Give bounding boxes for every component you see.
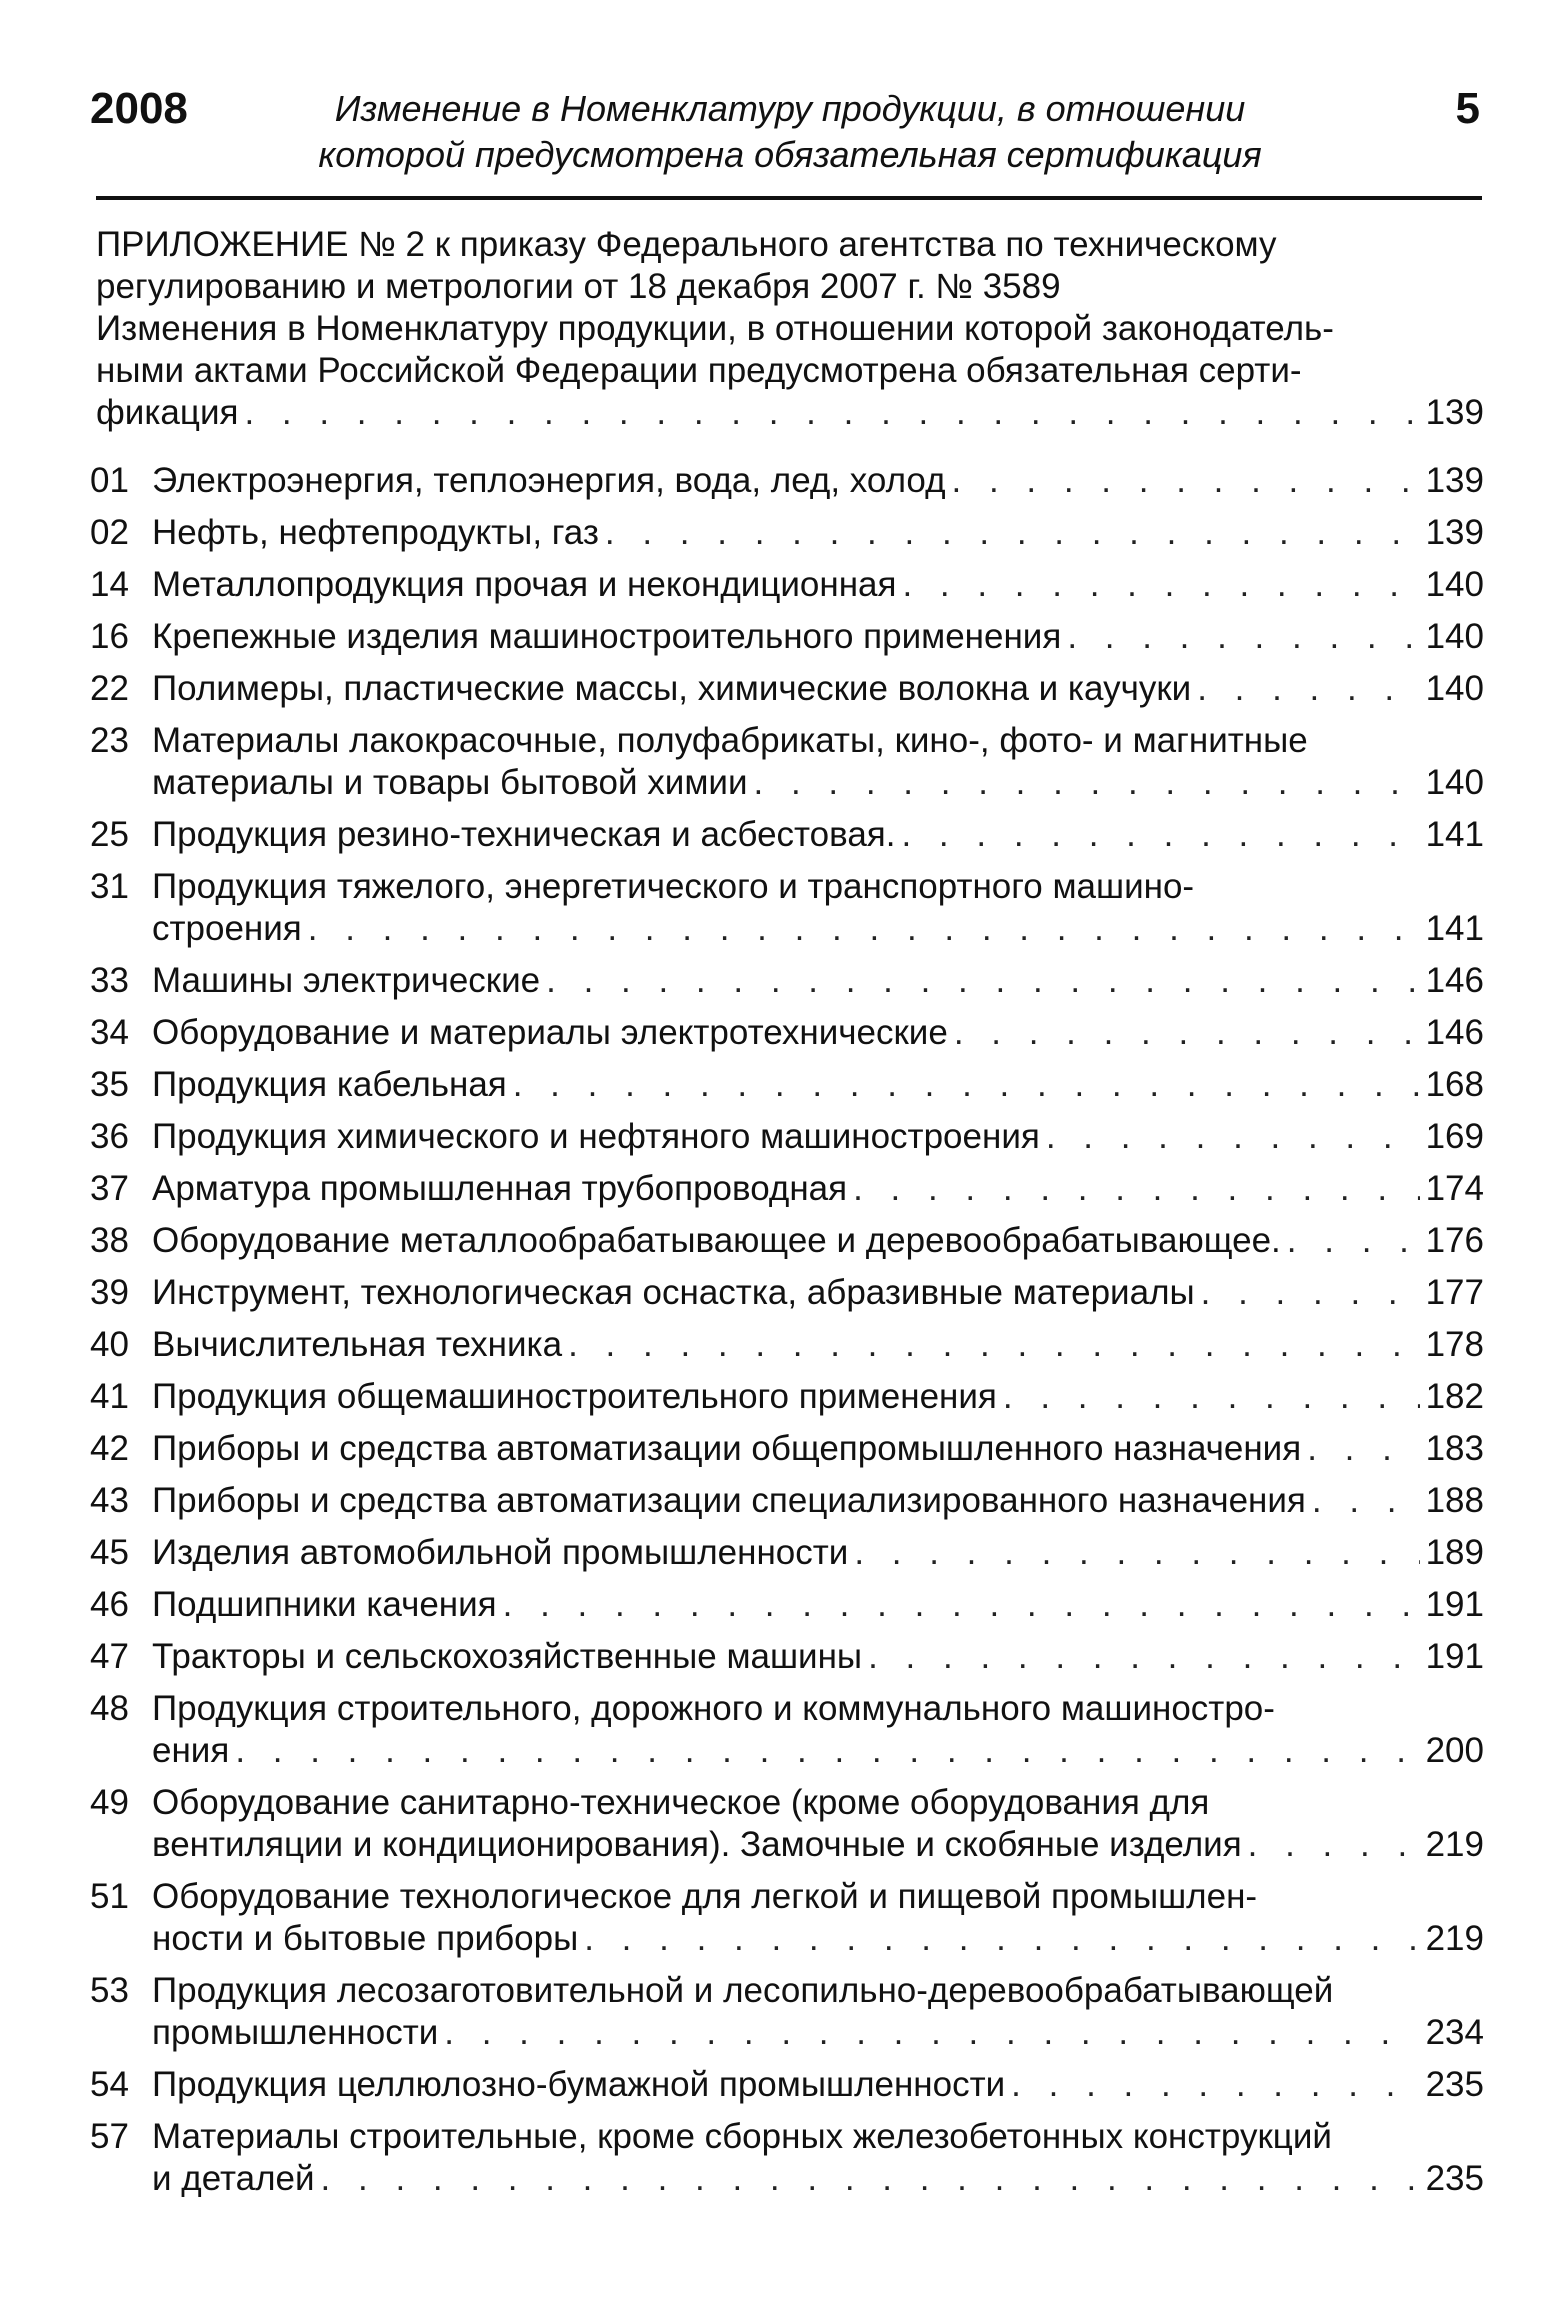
toc-page-number: 139: [1425, 461, 1484, 500]
toc-page-number: 140: [1425, 565, 1484, 604]
toc-title: Оборудование и материалы электротехнические: [152, 1013, 948, 1052]
toc-line: [152, 1688, 1484, 1730]
dot-leader: [1197, 668, 1419, 710]
toc-page-number: 141: [1425, 909, 1484, 948]
toc-title: Продукция резино-техническая и асбестовая.: [152, 815, 896, 854]
toc-line: [152, 1168, 1484, 1210]
toc-body: [152, 1324, 1484, 1366]
toc-title: Оборудование металлообрабатывающее и деревообрабатывающее.: [152, 1221, 1281, 1260]
toc-line: [152, 564, 1484, 606]
dot-leader: [1201, 1272, 1420, 1314]
toc-title: Продукция химического и нефтяного машиностроения: [152, 1117, 1040, 1156]
toc-line: [152, 1220, 1484, 1262]
toc-body: [152, 512, 1484, 554]
dot-leader: [1003, 1376, 1420, 1418]
toc-code: 43: [90, 1481, 129, 1520]
toc-body: [152, 1116, 1484, 1158]
dot-leader: [854, 1532, 1419, 1574]
toc-line: [152, 1376, 1484, 1418]
toc-body: [152, 1012, 1484, 1054]
toc-title: Вычислительная техника: [152, 1325, 563, 1364]
dot-leader: [244, 392, 1419, 434]
header-title: [290, 86, 1290, 178]
toc-page-number: 174: [1425, 1169, 1484, 1208]
toc-line: [152, 1584, 1484, 1626]
toc-line: [152, 1532, 1484, 1574]
toc-page-number: 141: [1425, 815, 1484, 854]
toc-line: [152, 1012, 1484, 1054]
toc-body: [152, 1876, 1484, 1960]
toc-page-number: 189: [1425, 1533, 1484, 1572]
toc-body: [152, 1272, 1484, 1314]
intro-line: Изменения в Номенклатуру продукции, в отношении которой законодатель-: [96, 309, 1334, 348]
toc-code: 35: [90, 1065, 129, 1104]
intro-last-text: фикация: [96, 393, 239, 432]
toc-line: [152, 1918, 1484, 1960]
toc-line: [152, 1116, 1484, 1158]
dot-leader: [546, 960, 1419, 1002]
toc-code: 37: [90, 1169, 129, 1208]
toc-line: [152, 1064, 1484, 1106]
dot-leader: [1011, 2064, 1419, 2106]
toc-title: Материалы лакокрасочные, полуфабрикаты, кино-, фото- и магнитные: [152, 721, 1308, 760]
toc-title: Продукция кабельная: [152, 1065, 507, 1104]
toc-line: [152, 2064, 1484, 2106]
toc-page-number: 188: [1425, 1481, 1484, 1520]
toc-line: [152, 460, 1484, 502]
toc-code: 23: [90, 721, 129, 760]
toc-body: [152, 1970, 1484, 2054]
toc-title: строения: [152, 909, 302, 948]
header-year: 2008: [90, 84, 188, 133]
toc-code: 42: [90, 1429, 129, 1468]
intro-page-number: 139: [1425, 393, 1484, 432]
toc-body: [152, 1480, 1484, 1522]
toc-body: [152, 2116, 1484, 2200]
toc-body: [152, 1782, 1484, 1866]
toc-title: Инструмент, технологическая оснастка, абразивные материалы: [152, 1273, 1195, 1312]
toc-code: 48: [90, 1689, 129, 1728]
toc-code: 57: [90, 2117, 129, 2156]
toc-page-number: 146: [1425, 961, 1484, 1000]
toc-page-number: 177: [1425, 1273, 1484, 1312]
dot-leader: [754, 762, 1420, 804]
dot-leader: [584, 1918, 1419, 1960]
toc-title: вентиляции и кондиционирования). Замочные и скобяные изделия: [152, 1825, 1242, 1864]
dot-leader: [1287, 1220, 1420, 1262]
toc-page-number: 219: [1425, 1825, 1484, 1864]
toc-page-number: 140: [1425, 669, 1484, 708]
toc-body: [152, 720, 1484, 804]
toc-title: и деталей: [152, 2159, 315, 2198]
toc-code: 31: [90, 867, 129, 906]
toc-body: [152, 564, 1484, 606]
toc-line: [152, 2158, 1484, 2200]
intro-last-line: [96, 392, 1484, 434]
toc-line: [152, 1324, 1484, 1366]
toc-code: 01: [90, 461, 129, 500]
toc-body: [152, 1532, 1484, 1574]
appendix-intro: [96, 224, 1484, 434]
toc-body: [152, 1636, 1484, 1678]
toc-body: [152, 1584, 1484, 1626]
toc-line: [152, 2012, 1484, 2054]
toc-line: [152, 1876, 1484, 1918]
toc-page-number: 178: [1425, 1325, 1484, 1364]
toc-code: 39: [90, 1273, 129, 1312]
toc-title: Крепежные изделия машиностроительного применения: [152, 617, 1062, 656]
toc-body: [152, 1064, 1484, 1106]
toc-code: 16: [90, 617, 129, 656]
dot-leader: [444, 2012, 1419, 2054]
toc-code: 22: [90, 669, 129, 708]
toc-code: 36: [90, 1117, 129, 1156]
header-title-line-2: которой предусмотрена обязательная сертификация: [318, 134, 1262, 175]
toc-page-number: 176: [1425, 1221, 1484, 1260]
toc-line: [152, 1428, 1484, 1470]
toc-title: Арматура промышленная трубопроводная: [152, 1169, 848, 1208]
dot-leader: [1067, 616, 1419, 658]
toc-title: Продукция лесозаготовительной и лесопильно-деревообрабатывающей: [152, 1971, 1334, 2010]
dot-leader: [901, 814, 1419, 856]
toc-title: Полимеры, пластические массы, химические волокна и каучуки: [152, 669, 1192, 708]
toc-line: [152, 1730, 1484, 1772]
toc-body: [152, 814, 1484, 856]
toc-page-number: 234: [1425, 2013, 1484, 2052]
toc-body: [152, 866, 1484, 950]
toc-line: [152, 668, 1484, 710]
header-page-number: 5: [1455, 84, 1480, 133]
toc-title: Подшипники качения: [152, 1585, 497, 1624]
dot-leader: [568, 1324, 1420, 1366]
toc-line: [152, 1824, 1484, 1866]
toc-line: [152, 866, 1484, 908]
toc-line: [152, 512, 1484, 554]
toc-title: Материалы строительные, кроме сборных железобетонных конструкций: [152, 2117, 1332, 2156]
toc-page-number: 182: [1425, 1377, 1484, 1416]
toc-line: [152, 1636, 1484, 1678]
toc-page-number: 191: [1425, 1637, 1484, 1676]
toc-page-number: 200: [1425, 1731, 1484, 1770]
toc-code: 34: [90, 1013, 129, 1052]
toc-title: Машины электрические: [152, 961, 541, 1000]
toc-body: [152, 460, 1484, 502]
toc-line: [152, 762, 1484, 804]
toc-title: ности и бытовые приборы: [152, 1919, 579, 1958]
dot-leader: [503, 1584, 1420, 1626]
header-title-line-1: Изменение в Номенклатуру продукции, в отношении: [334, 88, 1246, 129]
toc-code: 25: [90, 815, 129, 854]
toc-title: Тракторы и сельскохозяйственные машины: [152, 1637, 863, 1676]
toc-line: [152, 908, 1484, 950]
toc-page-number: 146: [1425, 1013, 1484, 1052]
toc-code: 51: [90, 1877, 129, 1916]
toc-title: ения: [152, 1731, 230, 1770]
toc-code: 45: [90, 1533, 129, 1572]
toc-title: промышленности: [152, 2013, 439, 2052]
toc-body: [152, 668, 1484, 710]
toc-page-number: 140: [1425, 763, 1484, 802]
intro-line: регулированию и метрологии от 18 декабря 2007 г. № 3589: [96, 267, 1061, 306]
toc-page-number: 140: [1425, 617, 1484, 656]
dot-leader: [235, 1730, 1419, 1772]
toc-line: [152, 814, 1484, 856]
toc-title: Продукция целлюлозно-бумажной промышленности: [152, 2065, 1006, 2104]
toc-code: 02: [90, 513, 129, 552]
toc-body: [152, 1220, 1484, 1262]
toc-title: Металлопродукция прочая и некондиционная: [152, 565, 897, 604]
dot-leader: [952, 460, 1420, 502]
toc-page-number: 168: [1425, 1065, 1484, 1104]
dot-leader: [1312, 1480, 1420, 1522]
toc-code: 53: [90, 1971, 129, 2010]
intro-line: ными актами Российской Федерации предусмотрена обязательная серти-: [96, 351, 1302, 390]
toc-title: Оборудование санитарно-техническое (кроме оборудования для: [152, 1783, 1210, 1822]
dot-leader: [853, 1168, 1420, 1210]
toc-code: 41: [90, 1377, 129, 1416]
toc-line: [152, 960, 1484, 1002]
header-divider: [96, 196, 1482, 200]
toc-title: Электроэнергия, теплоэнергия, вода, лед, холод: [152, 461, 946, 500]
toc-title: Приборы и средства автоматизации специализированного назначения: [152, 1481, 1306, 1520]
toc-title: Продукция общемашиностроительного применения: [152, 1377, 997, 1416]
toc-title: Оборудование технологическое для легкой и пищевой промышлен-: [152, 1877, 1258, 1916]
toc-title: материалы и товары бытовой химии: [152, 763, 748, 802]
dot-leader: [1248, 1824, 1420, 1866]
toc-line: [152, 1970, 1484, 2012]
toc-line: [152, 616, 1484, 658]
dot-leader: [513, 1064, 1420, 1106]
dot-leader: [605, 512, 1420, 554]
toc-page-number: 235: [1425, 2159, 1484, 2198]
toc-code: 49: [90, 1783, 129, 1822]
toc-line: [152, 1272, 1484, 1314]
dot-leader: [868, 1636, 1420, 1678]
toc-code: 40: [90, 1325, 129, 1364]
toc-page-number: 183: [1425, 1429, 1484, 1468]
toc-code: 38: [90, 1221, 129, 1260]
toc-page-number: 169: [1425, 1117, 1484, 1156]
toc-code: 46: [90, 1585, 129, 1624]
toc-page-number: 139: [1425, 513, 1484, 552]
toc-code: 33: [90, 961, 129, 1000]
toc-body: [152, 1168, 1484, 1210]
toc-code: 54: [90, 2065, 129, 2104]
toc-body: [152, 616, 1484, 658]
toc-line: [152, 1782, 1484, 1824]
toc-line: [152, 720, 1484, 762]
toc-title: Изделия автомобильной промышленности: [152, 1533, 849, 1572]
toc-line: [152, 2116, 1484, 2158]
toc-page-number: 219: [1425, 1919, 1484, 1958]
running-header: [90, 84, 1480, 184]
toc-title: Продукция строительного, дорожного и коммунального машиностро-: [152, 1689, 1275, 1728]
toc-line: [152, 1480, 1484, 1522]
intro-line: ПРИЛОЖЕНИЕ № 2 к приказу Федерального агентства по техническому: [96, 225, 1277, 264]
toc-body: [152, 2064, 1484, 2106]
dot-leader: [954, 1012, 1420, 1054]
toc-code: 47: [90, 1637, 129, 1676]
toc-title: Приборы и средства автоматизации общепромышленного назначения: [152, 1429, 1302, 1468]
toc-body: [152, 1376, 1484, 1418]
toc-body: [152, 960, 1484, 1002]
dot-leader: [308, 908, 1420, 950]
toc-body: [152, 1428, 1484, 1470]
toc-body: [152, 1688, 1484, 1772]
toc-title: Нефть, нефтепродукты, газ: [152, 513, 599, 552]
toc-page-number: 191: [1425, 1585, 1484, 1624]
dot-leader: [1307, 1428, 1419, 1470]
dot-leader: [321, 2158, 1420, 2200]
dot-leader: [902, 564, 1419, 606]
toc-page-number: 235: [1425, 2065, 1484, 2104]
toc-code: 14: [90, 565, 129, 604]
dot-leader: [1046, 1116, 1420, 1158]
toc-title: Продукция тяжелого, энергетического и транспортного машино-: [152, 867, 1195, 906]
